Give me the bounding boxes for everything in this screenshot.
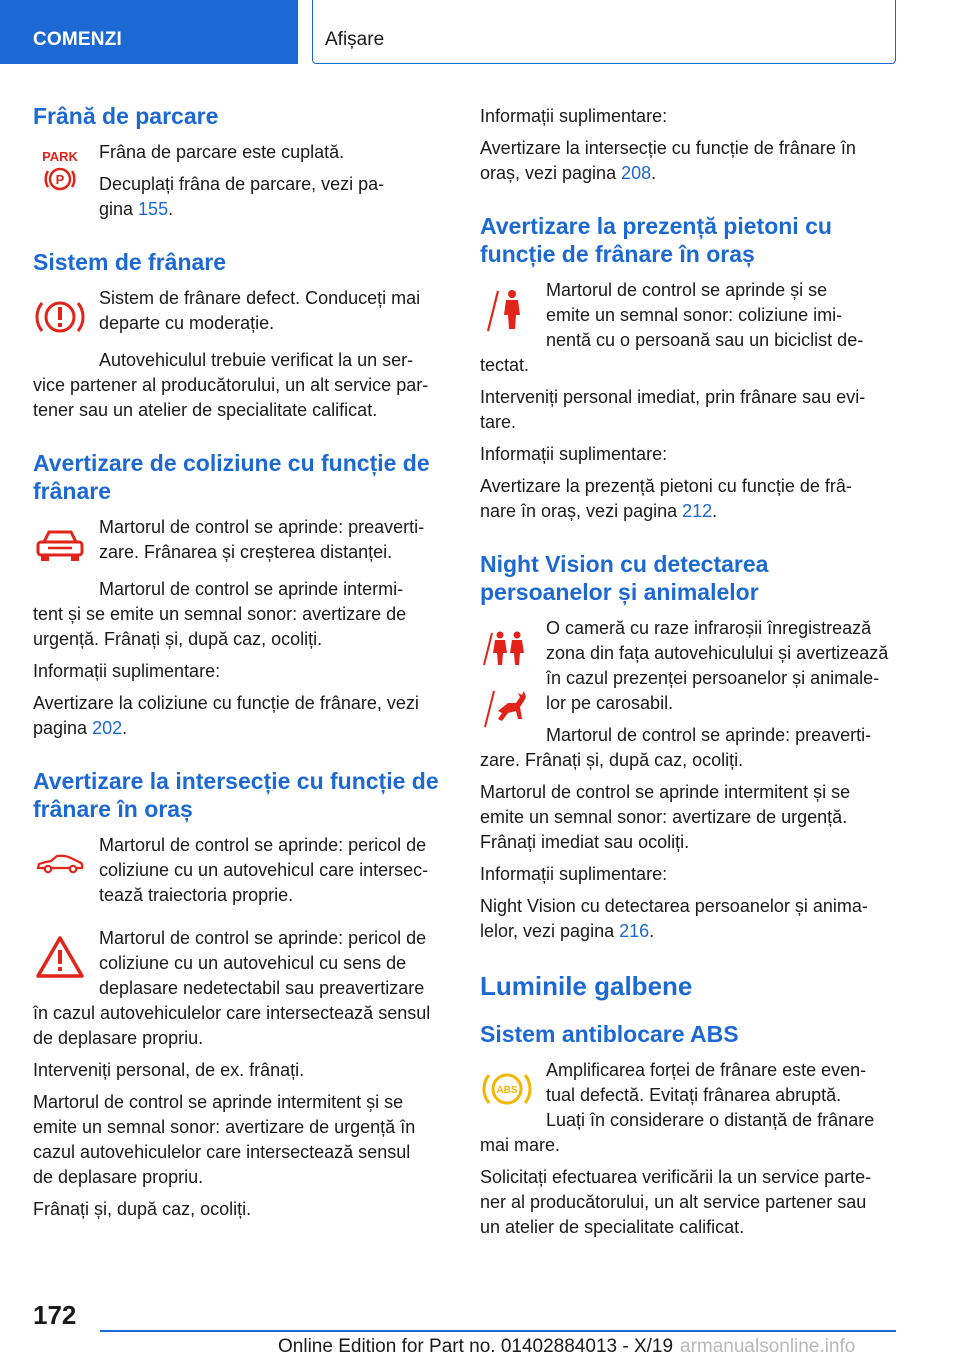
- night-vision-text-3: Martorul de control se aprinde intermitent și se emite un semnal sonor: avertizare de urgență. Frânați imediat sau ocoliți.: [480, 782, 851, 852]
- parking-brake-text-2: Decuplați frâna de parcare, vezi pa- gina 155.: [99, 174, 385, 219]
- header-subsection-label: Afișare: [325, 29, 385, 50]
- car-front-icon: [33, 519, 87, 573]
- night-vision-block: [480, 616, 896, 748]
- svg-text:PARK: PARK: [42, 149, 78, 164]
- pedestrian-icon: [480, 282, 534, 336]
- intersection-info-ref: Avertizare la intersecție cu funcție de frânare în oraș, vezi pagina 208.: [480, 138, 856, 183]
- warning-triangle-icon: [33, 930, 87, 984]
- section-title-pedestrian-warning: Avertizare la prezență pietoni cu funcție de frânare în oraș: [480, 213, 832, 267]
- persons-icon: [480, 620, 534, 674]
- intersection-info-label: Informații suplimentare:: [480, 106, 668, 126]
- abs-text-1a: Amplificarea forței de frânare este even- tual defectă. Evitați frânarea abruptă. Luați în considerare o distanță de frânare: [546, 1060, 875, 1130]
- header-subsection-tab: [312, 0, 896, 64]
- right-column: [480, 100, 896, 1247]
- left-column: [33, 100, 448, 1229]
- section-title-yellow-lights: Luminile galbene: [480, 971, 693, 1001]
- collision-warning-text-2: Martorul de control se aprinde intermi- tent și se emite un semnal sonor: avertizare de urgență. Frânați și, după caz, ocoliți.: [33, 579, 407, 649]
- page-link-155[interactable]: 155: [138, 199, 169, 219]
- footer-divider: [100, 1330, 896, 1332]
- brake-system-block: [33, 286, 448, 348]
- collision-warning-text-4: Avertizare la coliziune cu funcție de frânare, vezi pagina 202.: [33, 693, 419, 738]
- pedestrian-warning-text-1b: tectat.: [480, 355, 530, 375]
- pedestrian-warning-text-4: Avertizare la prezență pietoni cu funcție de frâ- nare în oraș, vezi pagina 212.: [480, 476, 852, 521]
- page-link-208[interactable]: 208: [621, 163, 652, 183]
- abs-text-1b: mai mare.: [480, 1135, 561, 1155]
- section-title-night-vision: Night Vision cu detectarea persoanelor și animalelor: [480, 551, 769, 605]
- pedestrian-warning-block: [480, 278, 896, 353]
- intersection-warning-block-1: [33, 833, 448, 908]
- abs-icon: [480, 1062, 534, 1116]
- intersection-warning-text-2b: în cazul autovehiculelor care intersectează sensul de deplasare propriu.: [33, 1003, 431, 1048]
- pedestrian-warning-text-1a: Martorul de control se aprinde și se emite un semnal sonor: coliziune imi- nentă cu o persoană sau un biciclist de-: [546, 280, 864, 350]
- night-vision-text-2b: zare. Frânați și, după caz, ocoliți.: [480, 750, 744, 770]
- brake-system-text-2: Autovehiculul trebuie verificat la un ser- vice partener al producătorului, un alt service par- tener sau un atelier de specialitate calificat.: [33, 350, 429, 420]
- header-section-label: COMENZI: [33, 29, 123, 50]
- intersection-warning-block-2: [33, 926, 448, 1001]
- page-link-202[interactable]: 202: [92, 718, 123, 738]
- collision-warning-block: [33, 515, 448, 577]
- intersection-warning-text-3: Interveniți personal, de ex. frânați.: [33, 1060, 305, 1080]
- intersection-warning-text-5: Frânați și, după caz, ocoliți.: [33, 1199, 252, 1219]
- section-title-intersection-warning: Avertizare la intersecție cu funcție de frânare în oraș: [33, 768, 439, 822]
- night-vision-text-1: O cameră cu raze infraroșii înregistrează zona din fața autovehiculului și avertizează în cazul prezenței persoanelor și animale- lor pe carosabil.: [546, 618, 889, 713]
- deer-icon: [480, 680, 534, 734]
- car-side-icon: [33, 837, 87, 891]
- collision-warning-text-3: Informații suplimentare:: [33, 661, 221, 681]
- header-section-tab: [0, 0, 298, 64]
- footer-edition: Online Edition for Part no. 01402884013 - X/19: [278, 1336, 674, 1357]
- parking-brake-block: [33, 140, 448, 222]
- section-title-abs: Sistem antiblocare ABS: [480, 1021, 739, 1047]
- night-vision-text-4: Informații suplimentare:: [480, 864, 668, 884]
- parking-brake-text-1: Frâna de parcare este cuplată.: [99, 142, 345, 162]
- svg-text:P: P: [55, 172, 65, 187]
- intersection-warning-text-4: Martorul de control se aprinde intermitent și se emite un semnal sonor: avertizare de urgență în cazul autovehiculelor care intersectează sensul de deplasare propriu.: [33, 1092, 416, 1187]
- page-number: 172: [33, 1300, 77, 1330]
- abs-text-2: Solicitați efectuarea verificării la un service parte- ner al producătorului, un alt service partener sau un atelier de specialitate calificat.: [480, 1167, 872, 1237]
- page-link-216[interactable]: 216: [619, 921, 650, 941]
- collision-warning-text-1: Martorul de control se aprinde: preaverti- zare. Frânarea și creșterea distanței.: [99, 517, 425, 562]
- section-title-brake-system: Sistem de frânare: [33, 249, 227, 275]
- page-link-212[interactable]: 212: [682, 501, 713, 521]
- abs-icon-label: ABS: [496, 1085, 518, 1096]
- intersection-warning-text-1: Martorul de control se aprinde: pericol de coliziune cu un autovehicul care intersec- tează traiectoria proprie.: [99, 835, 429, 905]
- section-title-collision-warning: Avertizare de coliziune cu funcție de frânare: [33, 450, 430, 504]
- night-vision-text-2a: Martorul de control se aprinde: preaverti-: [546, 725, 872, 745]
- pedestrian-warning-text-3: Informații suplimentare:: [480, 444, 668, 464]
- brake-warning-icon: [33, 290, 87, 344]
- night-vision-text-5: Night Vision cu detectarea persoanelor și anima- lelor, vezi pagina 216.: [480, 896, 868, 941]
- pedestrian-warning-text-2: Interveniți personal imediat, prin frânare sau evi- tare.: [480, 387, 866, 432]
- park-brake-icon: [33, 144, 87, 198]
- section-title-parking-brake: Frână de parcare: [33, 103, 219, 129]
- brake-system-text-1: Sistem de frânare defect. Conduceți mai departe cu moderație.: [99, 288, 421, 333]
- footer-watermark: armanualsonline.info: [680, 1336, 856, 1357]
- abs-block: [480, 1058, 896, 1133]
- intersection-warning-text-2a: Martorul de control se aprinde: pericol de coliziune cu un autovehicul cu sens de deplasare nedetectabil sau preavertizare: [99, 928, 427, 998]
